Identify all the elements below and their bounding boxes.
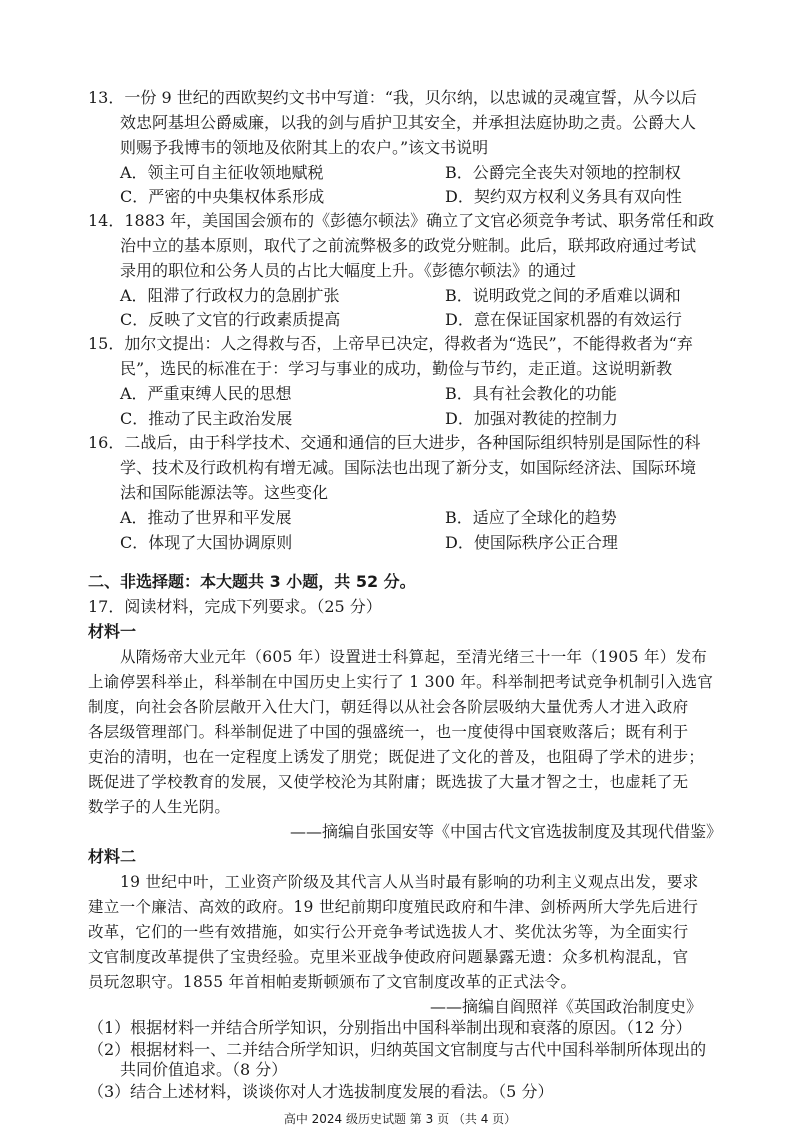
q14-stem-line-3: 录用的职位和公务人员的占比大幅度上升。《彭德尔顿法》的通过 <box>120 261 577 280</box>
q16-stem-line-2: 学、技术及行政机构有增无减。国际法也出现了新分支，如国际经济法、国际环境 <box>120 458 697 477</box>
q14-option-a: A．阻滞了行政权力的急剧扩张 <box>120 286 340 305</box>
q14-stem-line-1: 14．1883 年，美国国会颁布的《彭德尔顿法》确立了文官必须竞争考试、职务常任和政 <box>88 211 715 230</box>
q15-option-d: D．加强对教徒的控制力 <box>445 409 618 428</box>
material-1-source: ——摘编自张国安等《中国古代文官选拔制度及其现代借鉴》 <box>290 822 723 841</box>
material-1-title: 材料一 <box>88 622 137 641</box>
material-1-line-3: 制度，向社会各阶层敞开入仕大门，朝廷得以从社会各阶层吸纳大量优秀人才进入政府 <box>88 698 689 716</box>
material-2-line-4: 文官制度改革提供了宝贵经验。克里米亚战争使政府问题暴露无遗：众多机构混乱，官 <box>88 948 689 966</box>
q16-option-a: A．推动了世界和平发展 <box>120 508 292 527</box>
material-1-line-4: 各层级管理部门。科举制促进了中国的强盛统一，也一度使得中国衰败落后；既有利于 <box>88 723 689 741</box>
section-2-title: 二、非选择题：本大题共 3 小题，共 52 分。 <box>88 572 416 591</box>
q14-option-b: B．说明政党之间的矛盾难以调和 <box>445 286 681 305</box>
q17-subquestion-2-cont: 共同价值追求。（8 分） <box>120 1060 288 1079</box>
material-2-line-3: 改革，它们的一些有效措施，如实行公开竞争考试选拔人才、奖优汰劣等，为全面实行 <box>88 923 689 941</box>
material-1-line-7: 数学子的人生光阴。 <box>88 798 231 816</box>
q16-option-c: C．体现了大国协调原则 <box>120 533 293 552</box>
q16-stem-line-1: 16．二战后，由于科学技术、交通和通信的巨大进步，各种国际组织特别是国际性的科 <box>88 433 701 452</box>
q14-option-d: D．意在保证国家机器的有效运行 <box>445 310 682 329</box>
q15-stem-line-2: 民”，选民的标准在于：学习与事业的成功，勤俭与节约，走正道。这说明新教 <box>120 359 673 378</box>
page-footer: 高中 2024 级历史试题 第 3 页 （共 4 页） <box>283 1112 517 1126</box>
material-2-line-5: 员玩忽职守。1855 年首相帕麦斯顿颁布了文官制度改革的正式法令。 <box>88 973 577 991</box>
material-1-line-1: 从隋炀帝大业元年（605 年）设置进士科算起，至清光绪三十一年（1905 年）发布 <box>120 648 708 666</box>
q13-option-d: D．契约双方权利义务具有双向性 <box>445 187 682 206</box>
material-2-source: ——摘编自阎照祥《英国政治制度史》 <box>430 997 703 1016</box>
q13-option-a: A．领主可自主征收领地赋税 <box>120 163 324 182</box>
q13-stem-line-2: 效忠阿基坦公爵威廉，以我的剑与盾护卫其安全，并承担法庭协助之责。公爵大人 <box>120 113 697 132</box>
material-2-line-1: 19 世纪中叶，工业资产阶级及其代言人从当时最有影响的功利主义观点出发，要求 <box>120 873 699 891</box>
q13-stem-line-1: 13．一份 9 世纪的西欧契约文书中写道：“我，贝尔纳，以忠诚的灵魂宣誓，从今以后 <box>88 88 697 107</box>
q15-stem-line-1: 15．加尔文提出：人之得救与否，上帝早已决定，得救者为“选民”，不能得救者为“弃 <box>88 334 693 353</box>
material-2-title: 材料二 <box>88 847 137 866</box>
q13-option-c: C．严密的中央集权体系形成 <box>120 187 325 206</box>
q15-option-c: C．推动了民主政治发展 <box>120 409 293 428</box>
material-1-line-6: 既促进了学校教育的发展，又使学校沦为其附庸；既选拔了大量才智之士，也虚耗了无 <box>88 773 689 791</box>
q17-intro: 17．阅读材料，完成下列要求。（25 分） <box>88 597 382 616</box>
q14-stem-line-2: 治中立的基本原则，取代了之前流弊极多的政党分赃制。此后，联邦政府通过考试 <box>120 236 697 255</box>
q13-option-b: B．公爵完全丧失对领地的控制权 <box>445 163 681 182</box>
q17-subquestion-1: （1）根据材料一并结合所学知识，分别指出中国科举制出现和衰落的原因。（12 分） <box>88 1018 692 1037</box>
q15-option-a: A．严重束缚人民的思想 <box>120 384 292 403</box>
q13-stem-line-3: 则赐予我博韦的领地及依附其上的农户。”该文书说明 <box>120 138 489 157</box>
q15-option-b: B．具有社会教化的功能 <box>445 384 617 403</box>
q16-stem-line-3: 法和国际能源法等。这些变化 <box>120 483 329 502</box>
q14-option-c: C．反映了文官的行政素质提高 <box>120 310 341 329</box>
q17-subquestion-3: （3）结合上述材料，谈谈你对人才选拔制度发展的看法。（5 分） <box>88 1082 554 1101</box>
material-2-line-2: 建立一个廉洁、高效的政府。19 世纪前期印度殖民政府和牛津、剑桥两所大学先后进行 <box>88 898 699 916</box>
q16-option-d: D．使国际秩序公正合理 <box>445 533 618 552</box>
q17-subquestion-2: （2）根据材料一、二并结合所学知识，归纳英国文官制度与古代中国科举制所体现出的 <box>88 1040 707 1059</box>
q16-option-b: B．适应了全球化的趋势 <box>445 508 617 527</box>
material-1-line-2: 上谕停罢科举止，科举制在中国历史上实行了 1 300 年。科举制把考试竞争机制引入选官 <box>88 673 714 691</box>
material-1-line-5: 吏治的清明，也在一定程度上诱发了朋党；既促进了文化的普及，也阻碍了学术的进步； <box>88 748 705 766</box>
